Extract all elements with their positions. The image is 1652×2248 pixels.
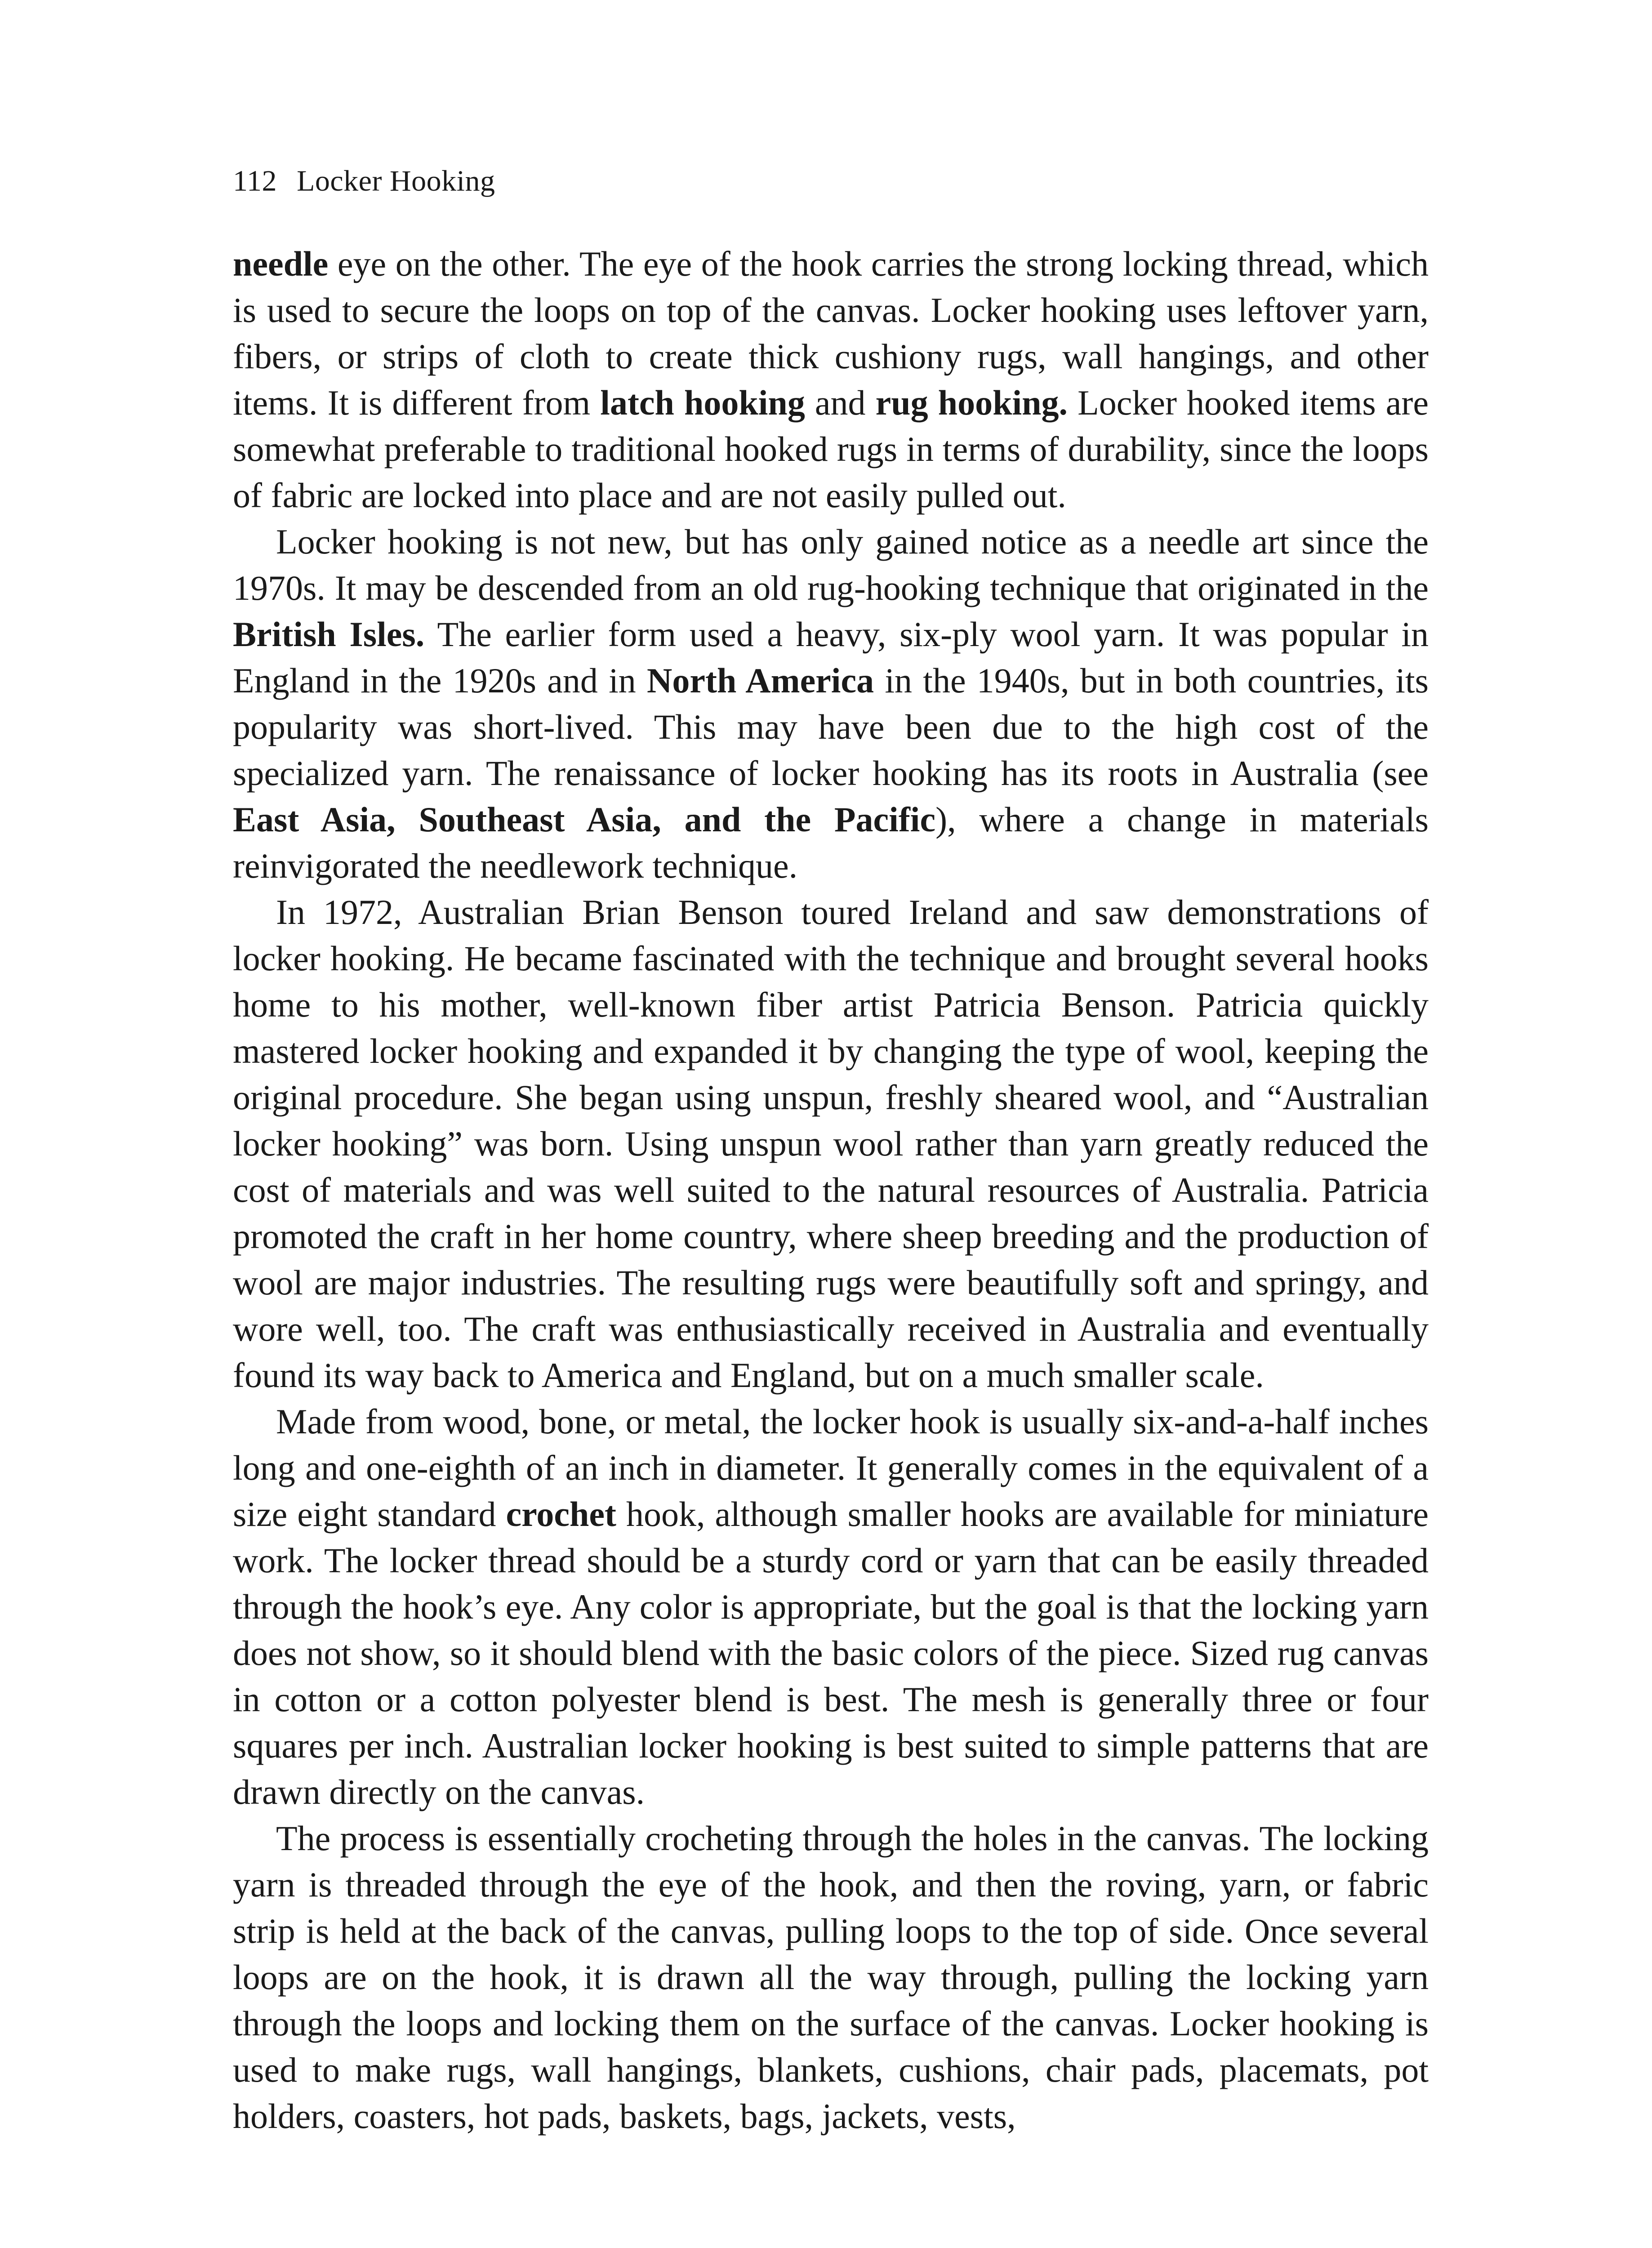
bold-term: North America [647,661,874,700]
paragraph [233,241,1429,518]
text-run: and [805,383,876,422]
text-run: Locker hooked items are somewhat preferable to traditional hooked rugs in terms of durability, since the loops of fabric are locked into place and are not easily pulled out. [233,383,1429,515]
paragraph [233,889,1429,1398]
running-head [233,161,495,201]
running-title: Locker Hooking [297,165,495,197]
bold-term: East Asia, Southeast Asia, and the Pacific [233,800,936,839]
bold-term: crochet [506,1494,616,1534]
bold-term: rug hooking. [875,383,1068,422]
paragraph [233,1398,1429,1815]
text-run: The process is essentially crocheting through the holes in the canvas. The locking yarn is threaded through the eye of the hook, and then the roving, yarn, or fabric strip is held at the back of the canvas, pulling loops to the top of side. Once several loops are on the hook, it is drawn all the way through, pulling the locking yarn through the loops and locking them on the surface of the canvas. Locker hooking is used to make rugs, wall hangings, blankets, cushions, chair pads, placemats, pot holders, coasters, hot pads, baskets, bags, jackets, vests, [233,1819,1429,2136]
text-run: hook, although smaller hooks are available for miniature work. The locker thread should be a sturdy cord or yarn that can be easily threaded through the hook’s eye. Any color is appropriate, but the goal is that the locking yarn does not show, so it should blend with the basic colors of the piece. Sized rug canvas in cotton or a cotton polyester blend is best. The mesh is generally three or four squares per inch. Australian locker hooking is best suited to simple patterns that are drawn directly on the canvas. [233,1494,1429,1811]
page-number: 112 [233,165,277,197]
bold-term: British Isles. [233,615,425,654]
text-run: in the 1940s, but in both countries, its popularity was short-lived. This may have been due to the high cost of the specialized yarn. The renaissance of locker hooking has its roots in Australia (see [233,661,1429,793]
text-run: The earlier form used a heavy, six-ply wool yarn. It was popular in England in the 1920s and in [233,615,1429,700]
text-run: ), where a change in materials reinvigorated the needlework technique. [233,800,1429,885]
bold-term: latch hooking [600,383,805,422]
text-run: Made from wood, bone, or metal, the locker hook is usually six-and-a-half inches long and one-eighth of an inch in diameter. It generally comes in the equivalent of a size eight standard [233,1402,1429,1534]
body-text [233,241,1429,2139]
text-run: eye on the other. The eye of the hook carries the strong locking thread, which is used to secure the loops on top of the canvas. Locker hooking uses leftover yarn, fibers, or strips of cloth to create thick cushiony rugs, wall hangings, and other items. It is different from [233,244,1429,422]
paragraph [233,1815,1429,2139]
bold-term: needle [233,244,329,283]
text-run: In 1972, Australian Brian Benson toured Ireland and saw demonstrations of locker hooking. He became fascinated with the technique and brought several hooks home to his mother, well-known fiber artist Patricia Benson. Patricia quickly mastered locker hooking and expanded it by changing the type of wool, keeping the original procedure. She began using unspun, freshly sheared wool, and “Australian locker hooking” was born. Using unspun wool rather than yarn greatly reduced the cost of materials and was well suited to the natural resources of Australia. Patricia promoted the craft in her home country, where sheep breeding and the production of wool are major industries. The resulting rugs were beautifully soft and springy, and wore well, too. The craft was enthusiastically received in Australia and eventually found its way back to America and England, but on a much smaller scale. [233,892,1429,1395]
text-run: Locker hooking is not new, but has only gained notice as a needle art since the 1970s. It may be descended from an old rug-hooking technique that originated in the [233,522,1429,607]
paragraph [233,518,1429,889]
